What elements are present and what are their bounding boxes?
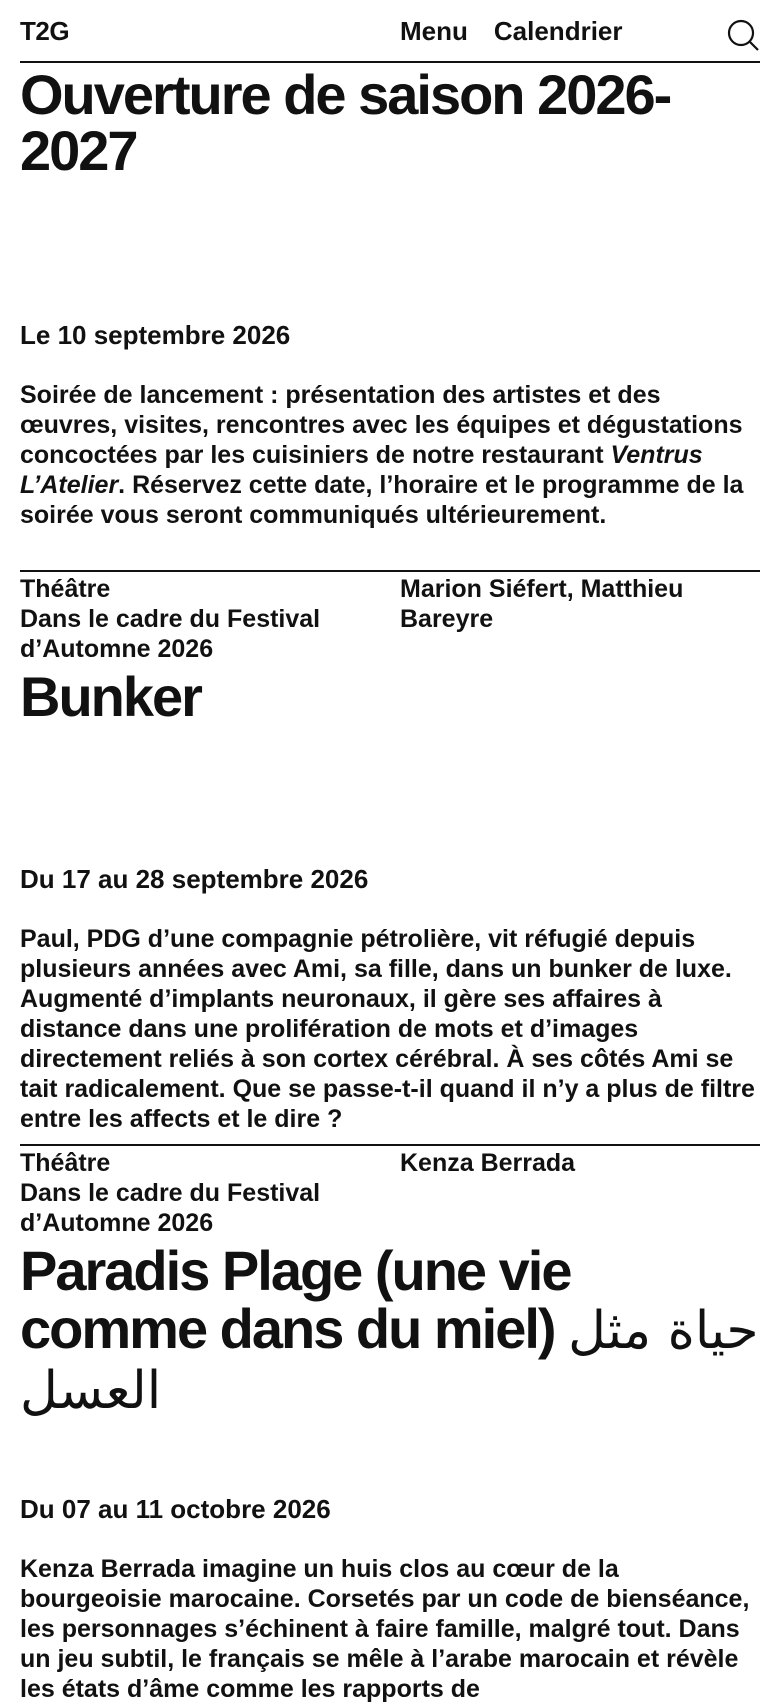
main-nav	[400, 16, 623, 47]
nav-menu[interactable]: Menu	[400, 16, 468, 46]
event-context: Dans le cadre du Festival d’Automne 2026	[20, 605, 321, 663]
event-context: Dans le cadre du Festival d’Automne 2026	[20, 1179, 321, 1237]
divider	[20, 1144, 760, 1146]
event-description: Kenza Berrada imagine un huis clos au cœur de la bourgeoisie marocaine. Corsetés par un code de bienséance, les personnages s’échinent à faire famille, malgré tout. Dans un jeu subtil, le français se mêle à l’arabe marocain et révèle les états d’âme comme les rapports de	[20, 1555, 750, 1703]
event-title-arabic: حياة مثل العسل	[20, 1301, 759, 1421]
nav-calendrier[interactable]: Calendrier	[493, 16, 623, 46]
intro-date: Le 10 septembre 2026	[20, 320, 291, 350]
event-date: Du 07 au 11 octobre 2026	[20, 1494, 331, 1524]
event-category: Théâtre	[20, 1149, 111, 1177]
event-title[interactable]: Paradis Plage (une vie comme dans du miel) حياة مثل العسل	[20, 1239, 759, 1421]
site-header	[20, 0, 760, 63]
event-meta	[20, 574, 360, 664]
restaurant-name: Ventrus L’Atelier	[20, 441, 703, 499]
intro-description: Soirée de lancement : présentation des artistes et des œuvres, visites, rencontres avec les équipes et dégustations concoctées par les cuisiniers de notre restaurant Ventrus L’Atelier. Réservez cette date, l’horaire et le programme de la soirée vous seront communiqués ultérieurement.	[20, 381, 744, 529]
event-artists[interactable]: Marion Siéfert, Matthieu Bareyre	[400, 575, 684, 633]
page-title: Ouverture de saison 2026-2027	[20, 63, 671, 182]
event-description: Paul, PDG d’une compagnie pétrolière, vit réfugié depuis plusieurs années avec Ami, sa fille, dans un bunker de luxe. Augmenté d’implants neuronaux, il gère ses affaires à distance dans une prolifération de mots et d’images directement reliés à son cortex cérébral. À ses côtés Ami se tait radicalement. Que se passe-t-il quand il n’y a plus de filtre entre les affects et le dire ?	[20, 925, 755, 1133]
event-artists[interactable]: Kenza Berrada	[400, 1149, 576, 1177]
site-logo[interactable]: T2G	[20, 16, 70, 46]
event-date: Du 17 au 28 septembre 2026	[20, 864, 369, 894]
search-icon[interactable]	[726, 18, 760, 52]
event-category: Théâtre	[20, 575, 111, 603]
event-meta	[20, 1148, 360, 1238]
event-title[interactable]: Bunker	[20, 665, 201, 728]
divider	[20, 570, 760, 572]
